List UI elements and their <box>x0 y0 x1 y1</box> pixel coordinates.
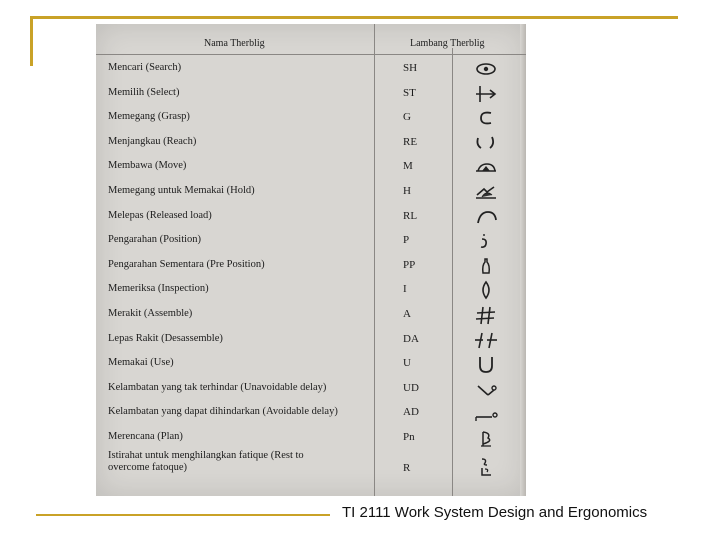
therblig-name: Membawa (Move) <box>108 160 187 172</box>
therblig-code: PP <box>403 258 416 271</box>
lens-icon <box>472 279 512 303</box>
decorative-bottom-rule <box>36 514 330 516</box>
therblig-table-scan <box>96 24 526 496</box>
decorative-left-rule <box>30 16 33 66</box>
bowling-pin-icon <box>472 255 512 279</box>
therblig-name: Pengarahan Sementara (Pre Position) <box>108 258 265 270</box>
therblig-code: A <box>403 308 411 320</box>
table-row <box>96 329 526 353</box>
table-row <box>96 107 526 131</box>
therblig-name: Memakai (Use) <box>108 357 174 369</box>
header-divider <box>96 54 526 55</box>
therblig-name: Memilih (Select) <box>108 86 180 98</box>
therblig-name: Kelambatan yang dapat dihindarkan (Avoidable delay) <box>108 406 338 418</box>
table-row <box>96 427 526 451</box>
therblig-name: Merencana (Plan) <box>108 431 183 442</box>
therblig-name: Memegang untuk Memakai (Hold) <box>108 185 255 196</box>
therblig-name: Pengarahan (Position) <box>108 234 202 246</box>
therblig-name: Menjangkau (Reach) <box>108 135 197 147</box>
position-icon <box>472 230 512 254</box>
decorative-top-rule <box>30 16 678 19</box>
dropping-icon <box>472 206 512 230</box>
therblig-code: ST <box>403 86 416 99</box>
cup-icon <box>472 353 512 377</box>
therblig-name: Istirahat untuk menghilangkan fatique (Rest to overcome fatoque) <box>108 449 304 473</box>
arrow-to-bar-icon <box>472 83 512 107</box>
table-row <box>96 255 526 279</box>
therblig-code: M <box>403 160 413 173</box>
therblig-code: P <box>403 234 410 247</box>
hash-icon <box>472 304 512 328</box>
therblig-code: SH <box>403 62 418 74</box>
therblig-name: Memeriksa (Inspection) <box>108 283 209 295</box>
seated-man-icon <box>472 456 512 480</box>
table-row <box>96 132 526 156</box>
therblig-name: Merakit (Assemble) <box>108 308 193 319</box>
fallen-man-icon <box>472 378 512 402</box>
therblig-code: RL <box>403 209 418 222</box>
table-row <box>96 206 526 230</box>
split-hash-icon <box>472 329 512 353</box>
therblig-name: Lepas Rakit (Desassemble) <box>108 332 223 344</box>
therblig-code: H <box>403 185 411 197</box>
therblig-code: U <box>403 357 411 370</box>
therblig-name: Kelambatan yang tak terhindar (Unavoidable delay) <box>108 381 327 393</box>
hand-with-object-icon <box>472 156 512 180</box>
therblig-code: AD <box>403 406 419 419</box>
table-row <box>96 83 526 107</box>
lying-man-icon <box>472 402 512 426</box>
table-row <box>96 230 526 254</box>
table-row <box>96 449 526 476</box>
therblig-name: Melepas (Released load) <box>108 209 212 221</box>
therblig-code: RE <box>403 135 418 148</box>
table-row <box>96 181 526 205</box>
eye-icon <box>472 58 512 82</box>
header-symbol-column: Lambang Therblig <box>410 38 485 49</box>
therblig-code: G <box>403 111 411 124</box>
header-name-column: Nama Therblig <box>204 38 265 49</box>
table-row <box>96 58 526 82</box>
therblig-code: DA <box>403 332 419 345</box>
therblig-code: R <box>403 461 411 474</box>
table-row <box>96 279 526 303</box>
open-hand-icon <box>472 107 512 131</box>
empty-hand-icon <box>472 132 512 156</box>
therblig-code: Pn <box>403 431 415 443</box>
course-title-footer: TI 2111 Work System Design and Ergonomics <box>342 504 648 521</box>
table-row <box>96 304 526 328</box>
magnet-icon <box>472 181 512 205</box>
therblig-name: Mencari (Search) <box>108 62 182 73</box>
therblig-code: I <box>403 283 407 296</box>
table-row <box>96 156 526 180</box>
table-row <box>96 402 526 426</box>
thinking-man-icon <box>472 427 512 451</box>
therblig-name: Memegang (Grasp) <box>108 111 190 123</box>
table-row <box>96 353 526 377</box>
table-row <box>96 378 526 402</box>
therblig-code: UD <box>403 381 419 394</box>
